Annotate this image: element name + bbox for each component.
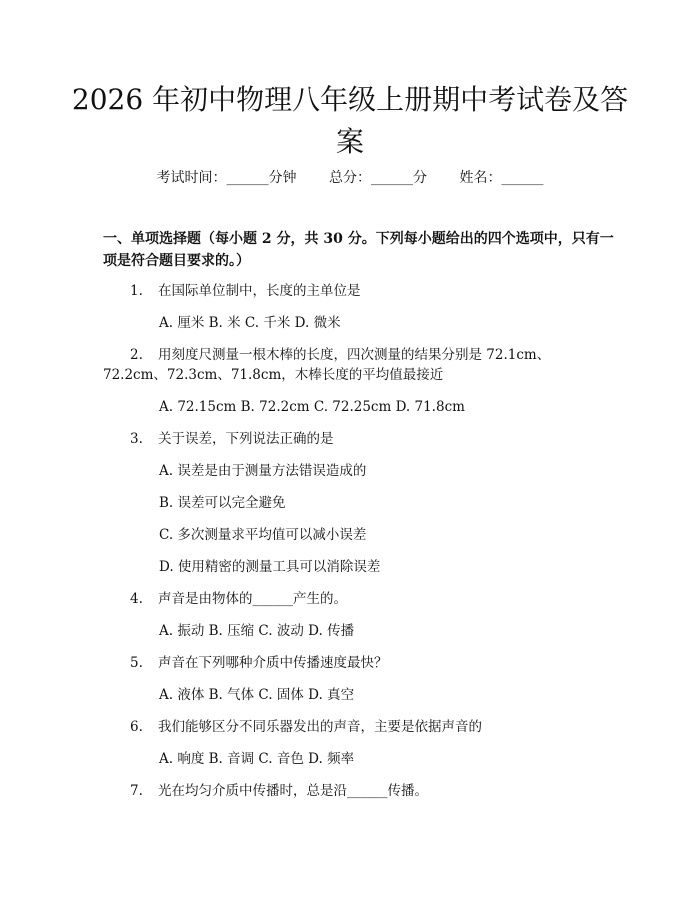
question-number: 4. [130,591,143,607]
question-text: 我们能够区分不同乐器发出的声音，主要是依据声音的 [158,719,482,735]
question-6 [130,717,482,737]
exam-name: 姓名：______ [459,170,544,186]
question-text: 光在均匀介质中传播时，总是沿______传播。 [158,783,428,799]
question-1-options: A. 厘米 B. 米 C. 千米 D. 微米 [159,315,341,331]
question-3-option-d: D. 使用精密的测量工具可以消除误差 [159,559,381,575]
question-1 [130,281,361,301]
question-2-continued: 72.2cm、72.3cm、71.8cm，木棒长度的平均值最接近 [103,367,444,383]
section-heading-continued: 项是符合题目要求的。） [103,253,250,269]
question-text: 声音在下列哪种介质中传播速度最快？ [158,655,388,671]
question-number: 3. [130,431,143,447]
page-title-continued: 案 [335,125,364,158]
question-number: 2. [130,347,143,363]
question-2-options: A. 72.15cm B. 72.2cm C. 72.25cm D. 71.8cm [159,399,465,415]
exam-info [0,168,700,188]
question-2 [130,345,550,365]
question-4 [130,589,347,609]
exam-time: 考试时间：______分钟 [156,170,297,186]
question-number: 5. [130,655,143,671]
question-number: 6. [130,719,143,735]
question-7 [130,781,428,801]
question-4-options: A. 振动 B. 压缩 C. 波动 D. 传播 [159,623,355,639]
question-text: 关于误差，下列说法正确的是 [158,431,334,447]
question-3-option-c: C. 多次测量求平均值可以减小误差 [159,527,367,543]
question-5 [130,653,388,673]
question-text: 在国际单位制中，长度的主单位是 [158,283,361,299]
question-number: 1. [130,283,143,299]
section-heading: 一、单项选择题（每小题 2 分，共 30 分。下列每小题给出的四个选项中，只有一 [103,231,614,247]
question-3-option-a: A. 误差是由于测量方法错误造成的 [159,463,367,479]
question-6-options: A. 响度 B. 音调 C. 音色 D. 频率 [159,751,355,767]
page-title: 2026 年初中物理八年级上册期中考试卷及答 [71,83,629,116]
question-5-options: A. 液体 B. 气体 C. 固体 D. 真空 [159,687,355,703]
question-text: 用刻度尺测量一根木棒的长度，四次测量的结果分别是 72.1cm、 [158,347,551,363]
question-3-option-b: B. 误差可以完全避免 [159,495,286,511]
question-3 [130,429,334,449]
question-text: 声音是由物体的______产生的。 [158,591,347,607]
exam-score: 总分：______分 [329,170,427,186]
question-number: 7. [130,783,143,799]
